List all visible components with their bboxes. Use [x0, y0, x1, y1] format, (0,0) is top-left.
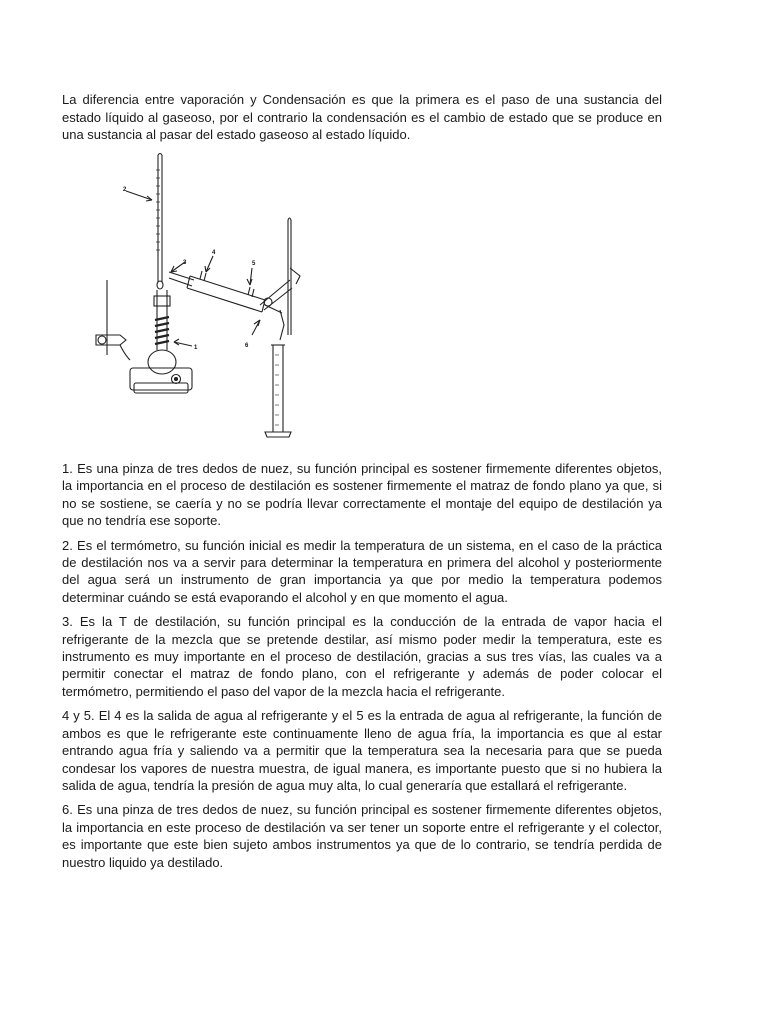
figure-label-4: 4 — [212, 250, 216, 256]
distillation-apparatus-figure — [90, 150, 420, 445]
figure-label-5: 5 — [252, 261, 256, 267]
explanation-item-6: 6. Es una pinza de tres dedos de nuez, su función principal es sostener firmemente diferentes objetos, la importancia en este proceso de destilación va ser tener un soporte entre el refrigerante y el colector, es importante que este bien sujeto ambos instrumentos ya que de lo contrario, se tendría perdida de nuestro liquido ya destilado. — [62, 802, 662, 870]
distillation-apparatus-drawing — [90, 150, 420, 445]
figure-label-1: 1 — [194, 345, 198, 351]
numbered-explanations — [62, 460, 662, 878]
explanation-item-1: 1. Es una pinza de tres dedos de nuez, su función principal es sostener firmemente diferentes objetos, la importancia en el proceso de destilación es sostener firmemente el matraz de fondo plano ya que, si no se sostiene, se caería y no se podría llevar correctamente el montaje del equipo de destilación ya que no tendría ese soporte. — [62, 461, 662, 529]
explanation-item-2: 2. Es el termómetro, su función inicial es medir la temperatura de un sistema, en el caso de la práctica de destilación nos va a servir para determinar la temperatura en primera del alcohol y posteriormente del agua será un instrumento de gran importancia ya que por medio la temperatura podemos determinar cuándo se está evaporando el alcohol y en que momento el agua. — [62, 537, 662, 605]
figure-label-3: 3 — [183, 260, 187, 266]
explanation-item-3: 3. Es la T de destilación, su función principal es la conducción de la entrada de vapor hacia el refrigerante de la mezcla que se pretende destilar, así mismo poder medir la temperatura, este es instrumento es muy importante en el proceso de destilación, gracias a sus tres vías, las cuales va a permitir conectar el matraz de fondo plano, con el refrigerante y además de poder colocar el termómetro, permitiendo el paso del vapor de la mezcla hacia el refrigerante. — [62, 614, 662, 699]
explanation-item-4-5: 4 y 5. El 4 es la salida de agua al refrigerante y el 5 es la entrada de agua al refrigerante, la función de ambos es que le refrigerante este continuamente lleno de agua fría, la importancia es que al estar entrando agua fría y saliendo va a permitir que la temperatura sea la necesaria para que se pueda condesar los vapores de nuestra muestra, de igual manera, es importante puesto que si no hubiera la salida de agua, tendría la presión de agua muy alta, lo cual generaría que estallará el refrigerante. — [62, 708, 662, 793]
figure-label-2: 2 — [123, 187, 127, 193]
intro-paragraph: La diferencia entre vaporación y Condensación es que la primera es el paso de una sustancia del estado líquido al gaseoso, por el contrario la condensación es el cambio de estado que se produce en una sustancia al pasar del estado gaseoso al estado líquido. — [62, 92, 662, 142]
figure-label-6: 6 — [245, 343, 249, 349]
